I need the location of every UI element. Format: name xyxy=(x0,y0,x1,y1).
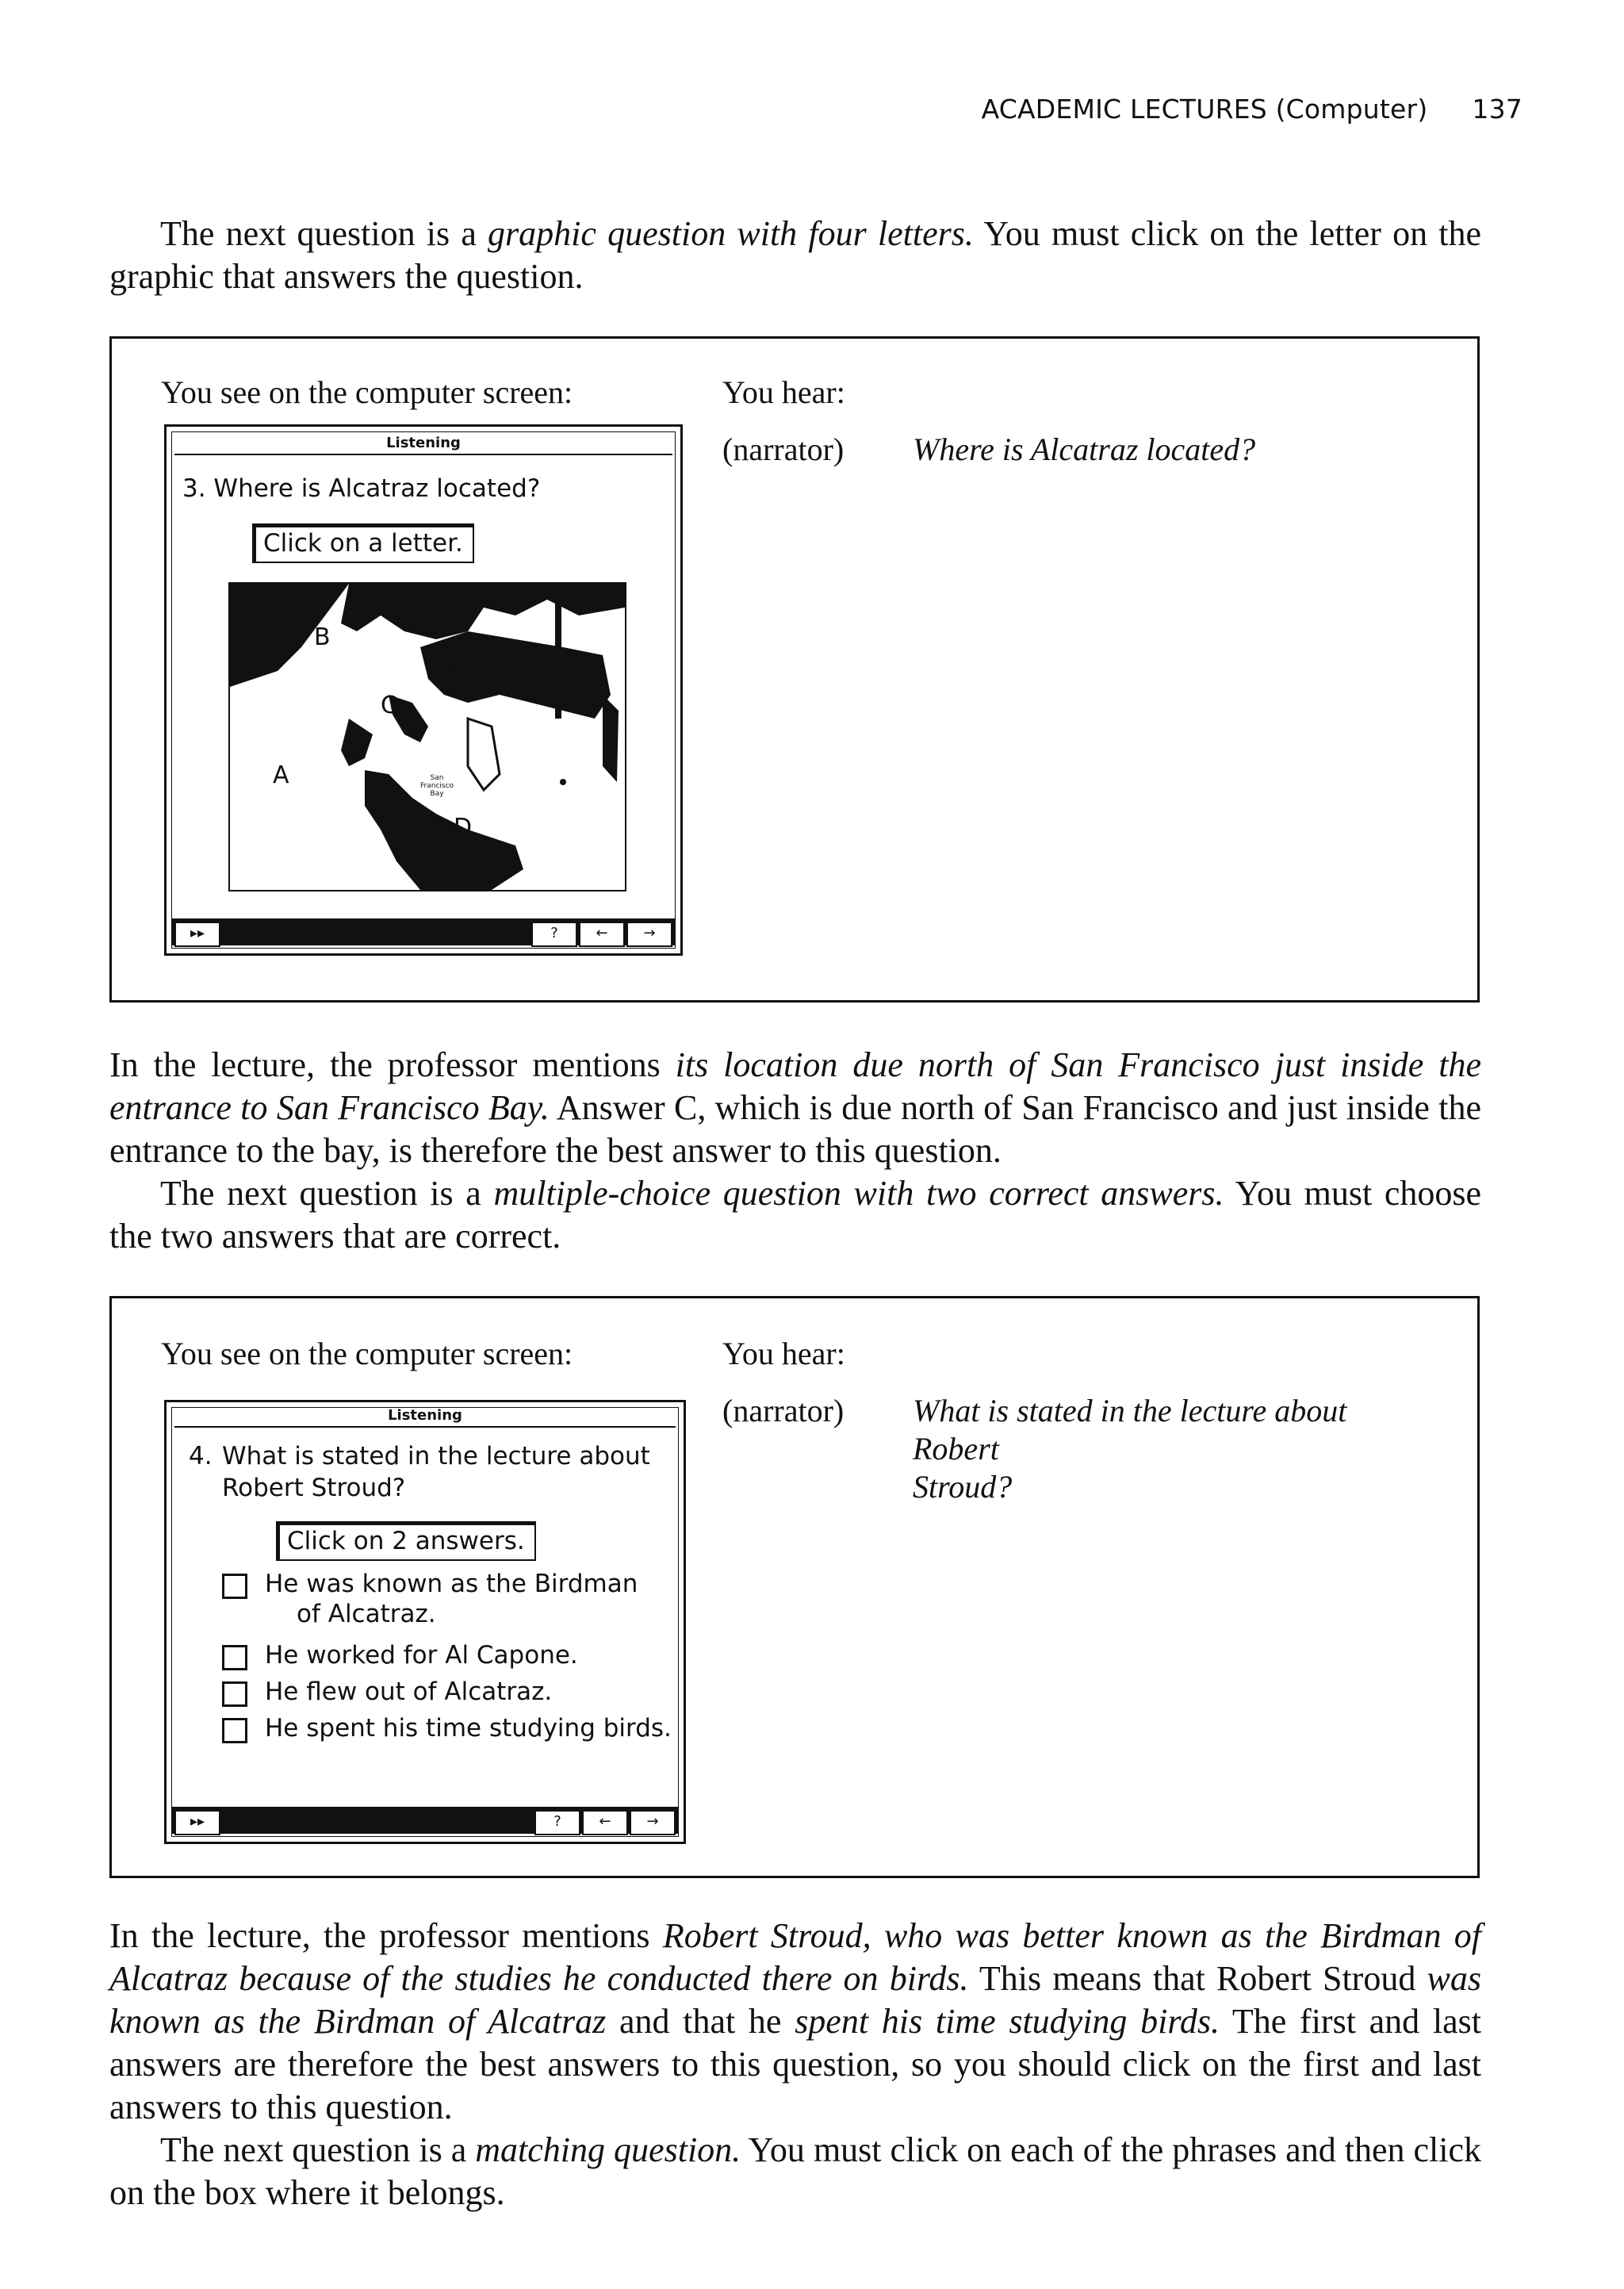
screen-toolbar xyxy=(171,915,676,949)
map-letter-a[interactable]: A xyxy=(273,761,289,789)
option-line: of Alcatraz. xyxy=(297,1600,436,1628)
explanation2-text: This means that Robert Stroud xyxy=(968,1959,1427,1998)
back-button[interactable]: ← xyxy=(582,1810,628,1835)
intro3-text-end: You must click on each of the phrases and then click on the box where it belongs. xyxy=(109,2130,1482,2212)
bay-area-map[interactable] xyxy=(228,582,626,891)
option-label: He flew out of Alcatraz. xyxy=(265,1677,553,1706)
screen-label: You see on the computer screen: xyxy=(161,374,573,410)
back-button[interactable]: ← xyxy=(579,922,625,947)
answer-option-4[interactable] xyxy=(222,1713,672,1743)
intro-text-end: You must click on the letter on the graphic that answers the question. xyxy=(109,214,1481,296)
explanation-paragraph-2 xyxy=(109,1915,1481,2129)
screen-label: You see on the computer screen: xyxy=(161,1336,573,1371)
checkbox[interactable] xyxy=(222,1574,247,1599)
explanation2-text: and that he xyxy=(606,2002,795,2041)
explanation-text: In the lecture, the professor mentions xyxy=(109,1045,676,1084)
narration-line: What is stated in the lecture about Robert xyxy=(913,1393,1347,1467)
answer-option-1[interactable] xyxy=(222,1569,638,1629)
next-button[interactable]: → xyxy=(626,922,672,947)
question-number: 4. xyxy=(189,1442,213,1470)
title-rule xyxy=(174,1426,676,1428)
help-button[interactable]: ? xyxy=(534,1810,580,1835)
narration-line: Stroud? xyxy=(913,1469,1013,1505)
hear-label: You hear: xyxy=(722,374,845,410)
option-label xyxy=(265,1569,638,1629)
intro-paragraph xyxy=(109,213,1481,298)
intro-paragraph-3 xyxy=(109,2129,1481,2214)
help-button[interactable]: ? xyxy=(531,922,577,947)
map-letter-c[interactable]: C xyxy=(381,692,397,719)
explanation2-emphasis: spent his time studying birds. xyxy=(795,2002,1220,2041)
explanation2-text: The first and last answers are therefore the best answers to this question, so you should click on the first and last answers to this question. xyxy=(109,2002,1482,2126)
screen-title: Listening xyxy=(388,1407,462,1424)
bay-label-line: San xyxy=(430,774,444,782)
bay-label-line: Bay xyxy=(430,790,444,798)
instruction-box: Click on 2 answers. xyxy=(276,1521,536,1561)
intro2-text: The next question is a xyxy=(160,1174,494,1213)
explanation-paragraph-1 xyxy=(109,1044,1481,1172)
question-text xyxy=(222,1440,650,1504)
question-line: What is stated in the lecture about xyxy=(222,1442,650,1470)
next-button[interactable]: → xyxy=(630,1810,676,1835)
figure-graphic-question xyxy=(109,336,1480,1003)
intro-text: The next question is a xyxy=(160,214,488,253)
intro3-emphasis: matching question. xyxy=(475,2130,741,2169)
section-title: ACADEMIC LECTURES (Computer) xyxy=(981,94,1428,125)
computer-screen xyxy=(164,424,683,956)
checkbox[interactable] xyxy=(222,1718,247,1743)
page-header xyxy=(982,94,1522,125)
intro3-text: The next question is a xyxy=(160,2130,476,2169)
hear-label: You hear: xyxy=(722,1336,845,1371)
narration-text: Where is Alcatraz located? xyxy=(913,431,1256,467)
option-line: He was known as the Birdman xyxy=(265,1570,638,1598)
intro2-text-end: You must choose the two answers that are correct. xyxy=(109,1174,1482,1256)
explanation2-emphasis: Robert Stroud, who was better known as the Birdman of Alcatraz because of the studies he conducted there on birds. xyxy=(109,1916,1481,1998)
checkbox[interactable] xyxy=(222,1645,247,1670)
computer-screen xyxy=(164,1400,686,1844)
narrator-label: (narrator) xyxy=(722,1393,845,1428)
explanation2-text: In the lecture, the professor mentions xyxy=(109,1916,663,1955)
explanation-text-end: Answer C, which is due north of San Francisco and just inside the entrance to the bay, is therefore the best answer to this question. xyxy=(109,1088,1481,1170)
volume-button[interactable]: ▸▸ xyxy=(174,922,220,947)
explanation2-emphasis: was known as the Birdman of Alcatraz xyxy=(109,1959,1481,2041)
instruction-box: Click on a letter. xyxy=(252,523,474,563)
intro-emphasis: graphic question with four letters. xyxy=(488,214,974,253)
intro-paragraph-2 xyxy=(109,1172,1481,1258)
bay-label-line: Francisco xyxy=(420,782,454,790)
intro2-emphasis: multiple-choice question with two correct answers. xyxy=(493,1174,1224,1213)
narrator-label: (narrator) xyxy=(722,431,845,467)
question-line: Robert Stroud? xyxy=(222,1474,406,1502)
map-graphic xyxy=(230,584,625,890)
question-text: 3. Where is Alcatraz located? xyxy=(182,474,541,503)
screen-toolbar xyxy=(171,1804,679,1837)
narration-text xyxy=(913,1392,1436,1506)
checkbox[interactable] xyxy=(222,1681,247,1707)
page-number: 137 xyxy=(1472,94,1522,125)
answer-option-3[interactable] xyxy=(222,1677,552,1707)
answer-option-2[interactable] xyxy=(222,1640,578,1670)
volume-button[interactable]: ▸▸ xyxy=(174,1810,220,1835)
map-letter-b[interactable]: B xyxy=(314,623,331,651)
explanation-emphasis: its location due north of San Francisco just inside the entrance to San Francisco Bay. xyxy=(109,1045,1481,1127)
bay-label xyxy=(420,774,454,798)
title-rule xyxy=(174,454,672,455)
screen-title: Listening xyxy=(386,435,461,451)
map-letter-d[interactable]: D xyxy=(454,814,473,842)
option-label: He spent his time studying birds. xyxy=(265,1714,672,1743)
figure-multiple-choice-question xyxy=(109,1296,1480,1878)
option-label: He worked for Al Capone. xyxy=(265,1641,578,1670)
